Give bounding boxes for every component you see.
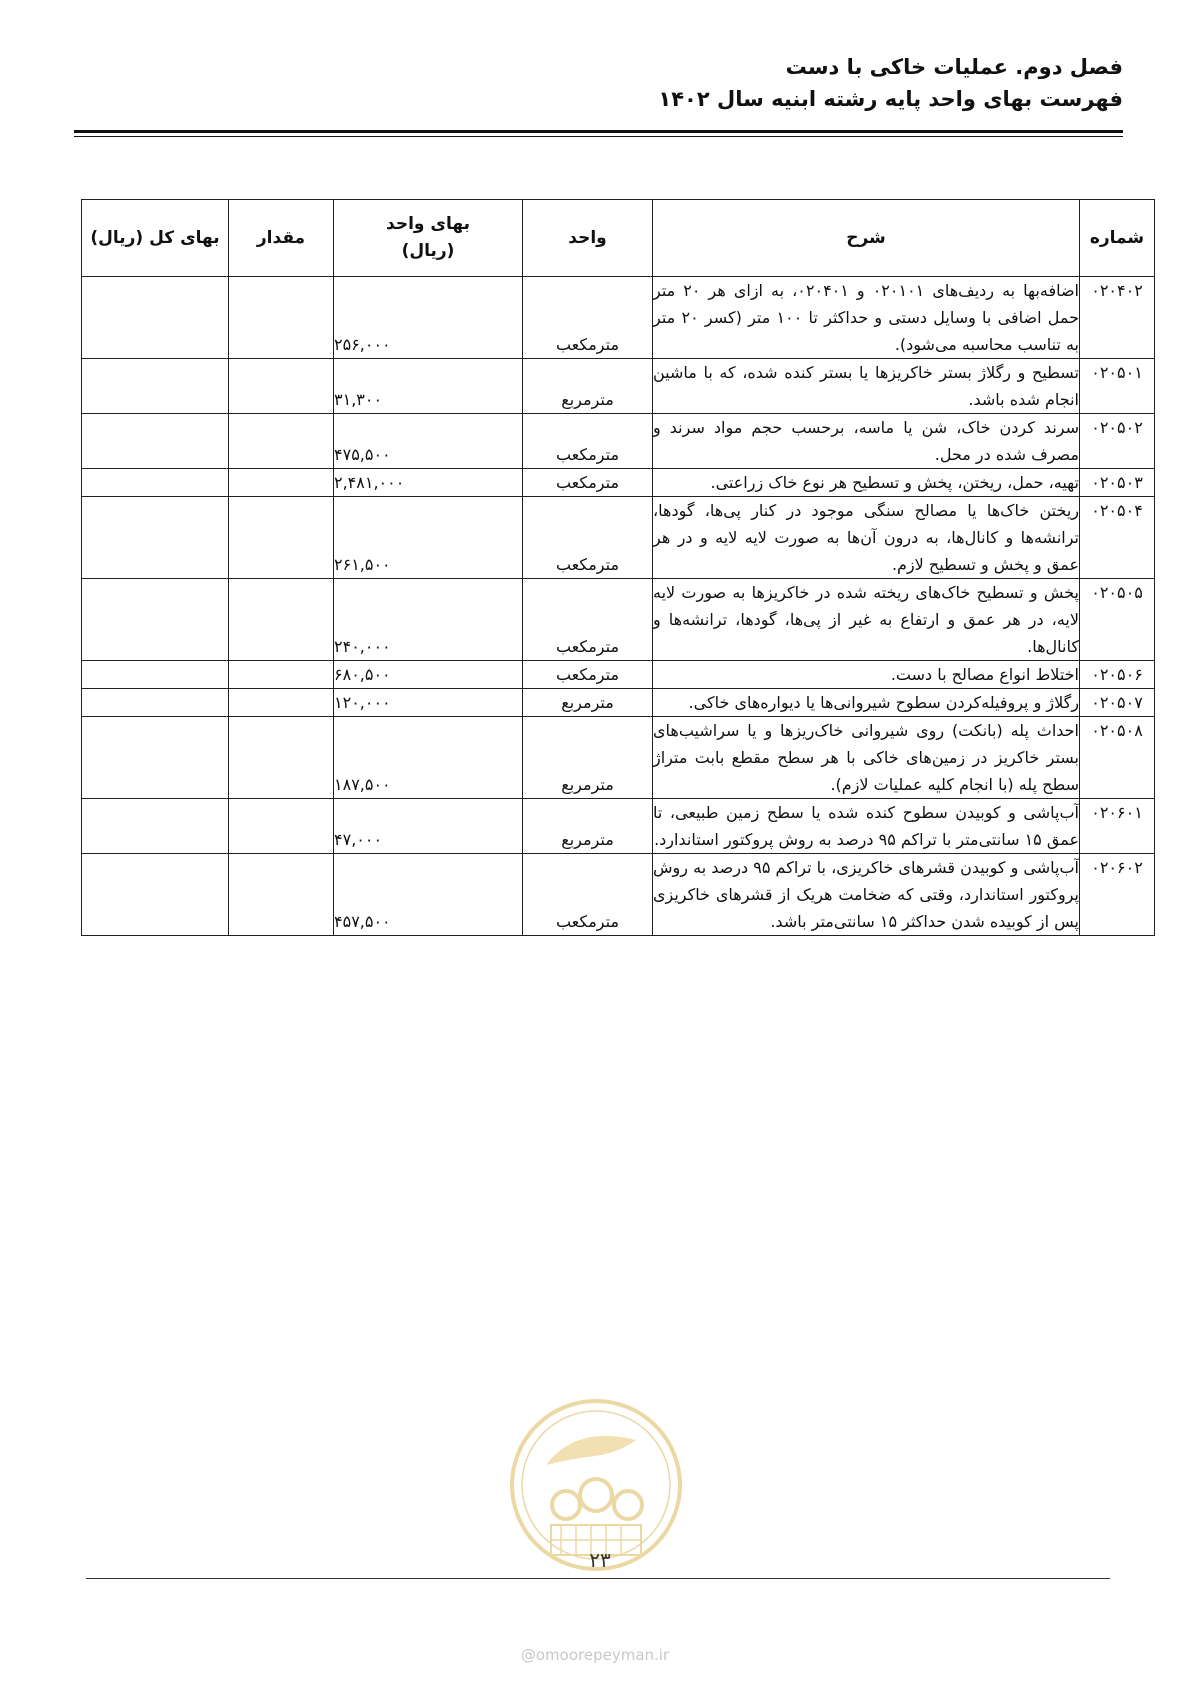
item-total-price <box>82 359 229 414</box>
item-description: رگلاژ و پروفیله‌کردن سطوح شیروانی‌ها یا دیواره‌های خاکی. <box>653 689 1080 717</box>
col-header-unit: واحد <box>523 200 653 277</box>
item-quantity <box>229 854 334 936</box>
item-code: ۰۲۰۶۰۱ <box>1080 799 1155 854</box>
item-description: اضافه‌بها به ردیف‌های ۰۲۰۱۰۱ و ۰۲۰۴۰۱، به ازای هر ۲۰ متر حمل اضافی با وسایل دستی و حداکثر تا ۱۰۰ متر (کسر ۲۰ متر به تناسب محاسبه می‌شود). <box>653 277 1080 359</box>
item-total-price <box>82 497 229 579</box>
table-row <box>82 689 1155 717</box>
table-header-row <box>82 200 1155 277</box>
item-description: اختلاط انواع مصالح با دست. <box>653 661 1080 689</box>
item-unit-price: ۴۷,۰۰۰ <box>334 799 523 854</box>
item-description: آب‌پاشی و کوبیدن قشرهای خاکریزی، با تراکم ۹۵ درصد به روش پروکتور استاندارد، وقتی که ضخامت هریک از قشرهای خاکریزی پس از کوبیده شدن حداکثر ۱۵ سانتی‌متر باشد. <box>653 854 1080 936</box>
item-code: ۰۲۰۵۰۶ <box>1080 661 1155 689</box>
item-description: تهیه، حمل، ریختن، پخش و تسطیح هر نوع خاک زراعتی. <box>653 469 1080 497</box>
item-code: ۰۲۰۴۰۲ <box>1080 277 1155 359</box>
item-total-price <box>82 854 229 936</box>
item-unit: مترمکعب <box>523 579 653 661</box>
item-description: سرند کردن خاک، شن یا ماسه، برحسب حجم مواد سرند و مصرف شده در محل. <box>653 414 1080 469</box>
item-quantity <box>229 359 334 414</box>
item-code: ۰۲۰۵۰۳ <box>1080 469 1155 497</box>
item-description: تسطیح و رگلاژ بستر خاکریزها یا بستر کنده شده، که با ماشین انجام شده باشد. <box>653 359 1080 414</box>
item-quantity <box>229 414 334 469</box>
item-unit: مترمربع <box>523 717 653 799</box>
col-header-price: بهای واحد (ریال) <box>334 200 523 277</box>
item-unit: مترمربع <box>523 799 653 854</box>
table-row <box>82 717 1155 799</box>
item-quantity <box>229 497 334 579</box>
table-row <box>82 469 1155 497</box>
table-row <box>82 579 1155 661</box>
item-unit: مترمکعب <box>523 414 653 469</box>
item-unit: مترمربع <box>523 689 653 717</box>
item-quantity <box>229 277 334 359</box>
item-description: ریختن خاک‌ها یا مصالح سنگی موجود در کنار پی‌ها، گودها، ترانشه‌ها و کانال‌ها، به درون آن‌ها به صورت لایه لایه و در هر عمق و پخش و تسطیح لازم. <box>653 497 1080 579</box>
item-code: ۰۲۰۶۰۲ <box>1080 854 1155 936</box>
item-quantity <box>229 579 334 661</box>
item-unit-price: ۶۸۰,۵۰۰ <box>334 661 523 689</box>
price-list-table <box>81 199 1155 936</box>
item-quantity <box>229 799 334 854</box>
header-rule-thin <box>74 136 1123 137</box>
item-unit-price: ۳۱,۳۰۰ <box>334 359 523 414</box>
table-row <box>82 799 1155 854</box>
item-total-price <box>82 689 229 717</box>
table-row <box>82 497 1155 579</box>
item-unit-price: ۴۵۷,۵۰۰ <box>334 854 523 936</box>
page-header <box>74 52 1123 114</box>
item-code: ۰۲۰۵۰۵ <box>1080 579 1155 661</box>
item-total-price <box>82 661 229 689</box>
item-unit: مترمکعب <box>523 497 653 579</box>
item-unit-price: ۲۵۶,۰۰۰ <box>334 277 523 359</box>
item-unit-price: ۱۲۰,۰۰۰ <box>334 689 523 717</box>
item-description: آب‌پاشی و کوبیدن سطوح کنده شده یا سطح زمین طبیعی، تا عمق ۱۵ سانتی‌متر با تراکم ۹۵ درصد به روش پروکتور استاندارد. <box>653 799 1080 854</box>
page-number: ۲۳ <box>589 1548 611 1572</box>
item-unit: مترمکعب <box>523 277 653 359</box>
table-row <box>82 661 1155 689</box>
col-header-desc: شرح <box>653 200 1080 277</box>
chapter-title: فصل دوم. عملیات خاکی با دست <box>785 55 1123 79</box>
item-quantity <box>229 717 334 799</box>
item-total-price <box>82 277 229 359</box>
item-description: پخش و تسطیح خاک‌های ریخته شده در خاکریزها به صورت لایه لایه، در هر عمق و ارتفاع به غیر از پی‌ها، گودها، ترانشه‌ها و کانال‌ها. <box>653 579 1080 661</box>
item-unit-price: ۲۶۱,۵۰۰ <box>334 497 523 579</box>
col-header-qty: مقدار <box>229 200 334 277</box>
item-unit: مترمکعب <box>523 854 653 936</box>
item-unit-price: ۲۴۰,۰۰۰ <box>334 579 523 661</box>
watermark-url: @omoorepeyman.ir <box>520 1646 670 1664</box>
item-code: ۰۲۰۵۰۸ <box>1080 717 1155 799</box>
item-total-price <box>82 717 229 799</box>
item-total-price <box>82 579 229 661</box>
item-code: ۰۲۰۵۰۴ <box>1080 497 1155 579</box>
col-header-code: شماره <box>1080 200 1155 277</box>
footer-rule <box>86 1578 1110 1579</box>
table-row <box>82 277 1155 359</box>
item-total-price <box>82 414 229 469</box>
item-quantity <box>229 661 334 689</box>
item-unit-price: ۱۸۷,۵۰۰ <box>334 717 523 799</box>
item-description: احداث پله (بانکت) روی شیروانی خاک‌ریزها و یا سراشیب‌های بستر خاکریز در زمین‌های خاکی با هر سطح مقطع بابت متراژ سطح پله (با انجام کلیه عملیات لازم). <box>653 717 1080 799</box>
document-title: فهرست بهای واحد پایه رشته ابنیه سال ۱۴۰۲ <box>658 87 1123 111</box>
item-code: ۰۲۰۵۰۲ <box>1080 414 1155 469</box>
item-quantity <box>229 689 334 717</box>
item-total-price <box>82 469 229 497</box>
header-rule-thick <box>74 130 1123 133</box>
item-code: ۰۲۰۵۰۷ <box>1080 689 1155 717</box>
item-total-price <box>82 799 229 854</box>
table-row <box>82 359 1155 414</box>
item-unit-price: ۲,۴۸۱,۰۰۰ <box>334 469 523 497</box>
item-quantity <box>229 469 334 497</box>
item-unit: مترمربع <box>523 359 653 414</box>
table-row <box>82 414 1155 469</box>
item-unit: مترمکعب <box>523 469 653 497</box>
table-row <box>82 854 1155 936</box>
col-header-total: بهای کل (ریال) <box>82 200 229 277</box>
item-unit-price: ۴۷۵,۵۰۰ <box>334 414 523 469</box>
item-code: ۰۲۰۵۰۱ <box>1080 359 1155 414</box>
item-unit: مترمکعب <box>523 661 653 689</box>
